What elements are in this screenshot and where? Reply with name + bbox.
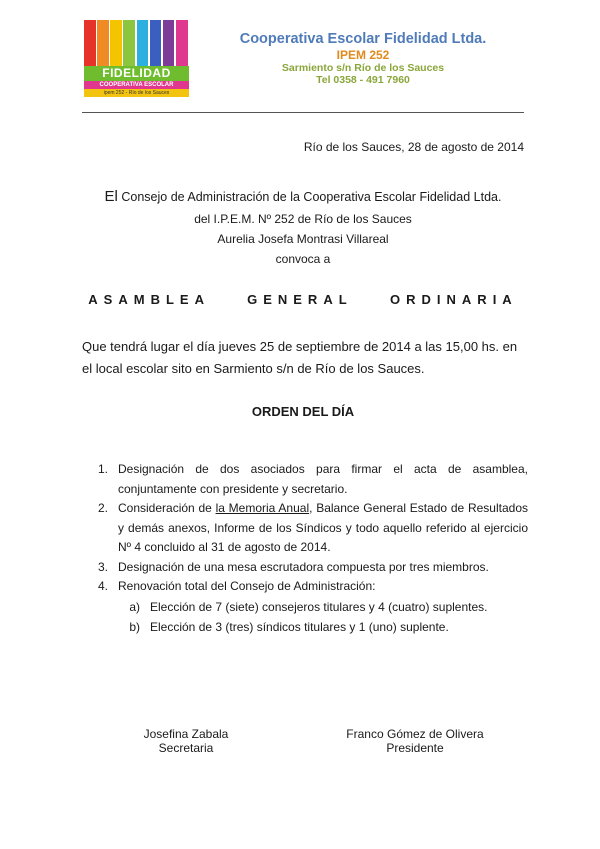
logo-bar <box>97 20 109 66</box>
logo-subtitle: COOPERATIVA ESCOLAR <box>84 81 189 89</box>
ipem-line: del I.P.E.M. Nº 252 de Río de los Sauces <box>194 212 412 226</box>
signature-role: Presidente <box>386 741 444 755</box>
list-item <box>82 499 528 558</box>
agenda-list <box>82 460 528 638</box>
subitem-text: Elección de 7 (siete) consejeros titulares y 4 (cuatro) suplentes. <box>150 599 488 614</box>
list-item <box>82 460 528 499</box>
list-item <box>82 577 528 597</box>
signature-role: Secretaria <box>158 741 214 755</box>
header-title: Cooperativa Escolar Fidelidad Ltda. <box>239 31 487 47</box>
logo-tagline: ipem 252 - Río de los Sauces <box>84 89 189 97</box>
memoria-anual-underlined: la Memoria Anual <box>215 501 310 515</box>
subitem-letter: a) <box>129 599 140 614</box>
sub-list-item <box>82 598 528 618</box>
logo-bar <box>150 20 162 66</box>
header-ipem: IPEM 252 <box>336 48 390 62</box>
logo-bar <box>163 20 175 66</box>
consejo-line <box>82 188 524 205</box>
sub-list-item <box>82 618 528 638</box>
cooperative-logo <box>84 20 189 97</box>
consejo-text: Consejo de Administración de la Cooperativa Escolar Fidelidad Ltda. <box>117 190 502 204</box>
item-text: Designación de una mesa escrutadora compuesta por tres miembros. <box>118 559 489 574</box>
director-name: Aurelia Josefa Montrasi Villareal <box>217 232 389 246</box>
signature-name: Franco Gómez de Olivera <box>346 727 484 741</box>
logo-color-bars <box>84 20 189 66</box>
item-number: 4. <box>97 579 108 593</box>
logo-bar <box>176 20 188 66</box>
convoca-line: convoca a <box>275 252 331 266</box>
consejo-first-word: El <box>104 188 118 205</box>
logo-bar <box>137 20 149 66</box>
item-number: 1. <box>97 462 108 476</box>
item-text <box>118 499 528 558</box>
logo-name: FIDELIDAD <box>84 66 189 81</box>
logo-bar <box>84 20 96 66</box>
date-line: Río de los Sauces, 28 de agosto de 2014 <box>303 140 524 154</box>
meeting-paragraph: Que tendrá lugar el día jueves 25 de septiembre de 2014 a las 15,00 hs. en el local escolar sito en Sarmiento s/n de Río de los Sauces. <box>82 339 518 376</box>
subitem-letter: b) <box>129 620 140 634</box>
item-number: 2. <box>97 501 108 515</box>
signature-president <box>330 727 500 755</box>
signature-secretary <box>116 727 256 755</box>
item-text-end: , Balance General Estado de Resultados y demás anexos, Informe de los Síndicos y todo aquello referido al ejercicio Nº 4 concluido al 31 de agosto de 2014. <box>118 501 528 554</box>
item-text-start: Consideración de <box>118 501 216 515</box>
orden-title: ORDEN DEL DÍA <box>251 404 355 419</box>
logo-bar <box>110 20 122 66</box>
header-address: Sarmiento s/n Río de los Sauces <box>281 62 445 74</box>
assembly-title: ASAMBLEA GENERAL ORDINARIA <box>88 292 518 307</box>
list-item <box>82 558 528 578</box>
header-phone: Tel 0358 - 491 7960 <box>316 74 410 86</box>
subitem-text: Elección de 3 (tres) síndicos titulares y 1 (uno) suplente. <box>150 620 449 634</box>
item-number: 3. <box>97 559 108 574</box>
signature-name: Josefina Zabala <box>143 727 229 741</box>
logo-bar <box>123 20 135 66</box>
header-divider <box>82 112 524 113</box>
item-text: Designación de dos asociados para firmar el acta de asamblea, conjuntamente con presidente y secretario. <box>118 462 528 496</box>
item-text: Renovación total del Consejo de Administración: <box>118 579 376 593</box>
